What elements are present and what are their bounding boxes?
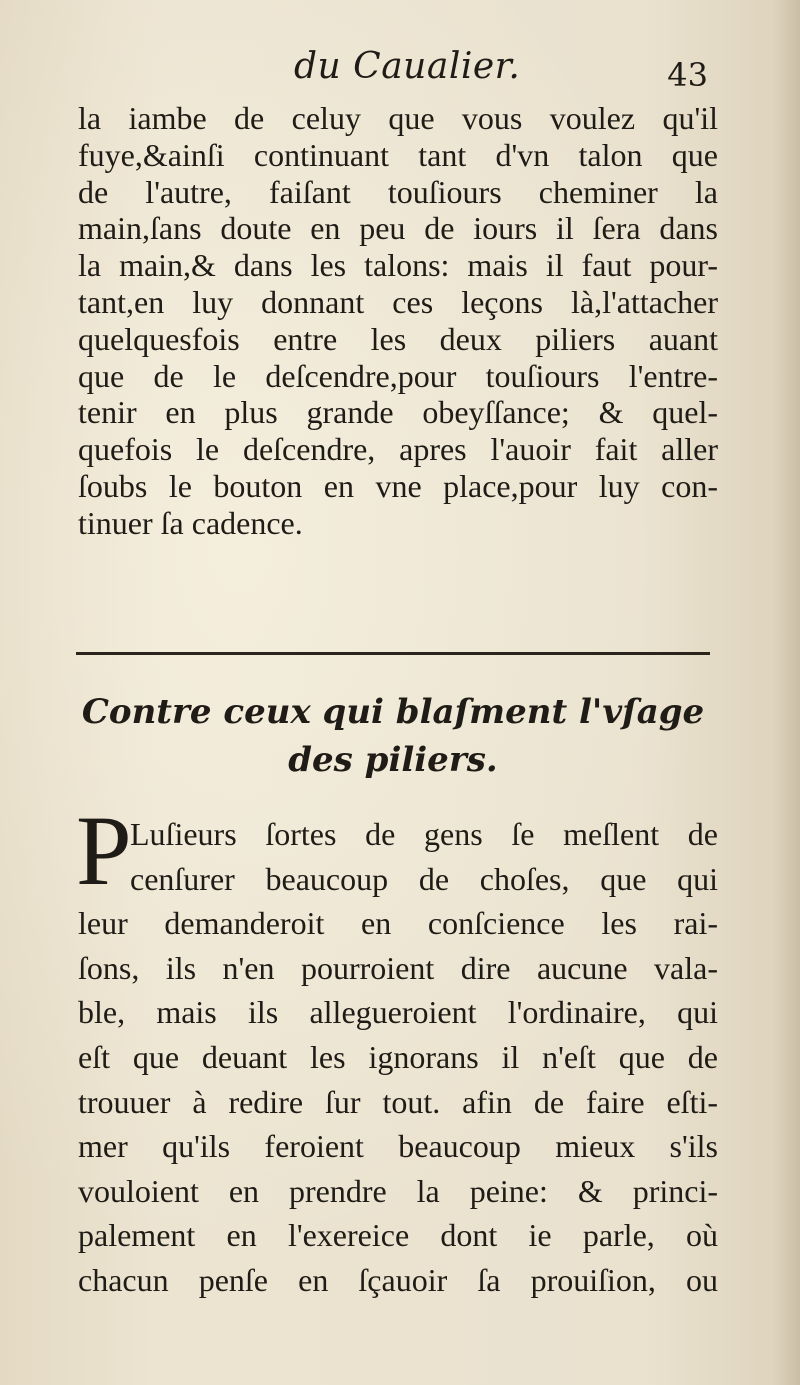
text-line: tant,en luy donnant ces leçons là,l'attacher xyxy=(78,283,718,320)
text-line: la main,& dans les talons: mais il faut pour- xyxy=(78,247,718,284)
text-line: trouuer à redire ſur tout. afin de faire eſti- xyxy=(78,1083,718,1120)
text-line: ble, mais ils allegueroient l'ordinaire, qui xyxy=(78,994,718,1031)
text-line: mer qu'ils feroient beaucoup mieux s'ils xyxy=(78,1128,718,1165)
page-number: 43 xyxy=(667,56,708,94)
section-paragraph xyxy=(78,812,718,1303)
continued-paragraph xyxy=(78,100,718,542)
text-line: quelquesfois entre les deux piliers auant xyxy=(78,320,718,357)
text-line: Luſieurs ſortes de gens ſe meſlent de xyxy=(130,816,718,852)
text-line: tenir en plus grande obeyſſance; & quel- xyxy=(78,394,718,431)
text-line: ſons, ils n'en pourroient dire aucune vala- xyxy=(78,949,718,986)
text-line: cenſurer beaucoup de choſes, que qui xyxy=(130,860,718,897)
text-line: eſt que deuant les ignorans il n'eſt que de xyxy=(78,1038,718,1075)
text-line: palement en l'exereice dont ie parle, où xyxy=(78,1217,718,1254)
drop-cap: P xyxy=(76,795,132,906)
text-line: ſoubs le bouton en vne place,pour luy con- xyxy=(78,467,718,504)
text-line: leur demanderoit en conſcience les rai- xyxy=(78,905,718,942)
text-line: main,ſans doute en peu de iours il ſera dans xyxy=(78,210,718,247)
section-heading-line: Contre ceux qui blaſment l'vſage xyxy=(81,692,705,732)
section-divider xyxy=(76,652,710,655)
running-head: du Caualier. xyxy=(294,46,521,87)
text-line: quefois le deſcendre, apres l'auoir fait aller xyxy=(78,431,718,468)
section-heading-line: des piliers. xyxy=(288,740,498,780)
text-line: fuye,&ainſi continuant tant d'vn talon que xyxy=(78,136,718,173)
text-line: la iambe de celuy que vous voulez qu'il xyxy=(78,100,718,136)
text-line: de l'autre, faiſant touſiours cheminer la xyxy=(78,173,718,210)
text-line: vouloient en prendre la peine: & princi- xyxy=(78,1172,718,1209)
text-line: que de le deſcendre,pour touſiours l'entre- xyxy=(78,357,718,394)
text-line: chacun penſe en ſçauoir ſa prouiſion, ou xyxy=(78,1261,718,1298)
text-line: tinuer ſa cadence. xyxy=(78,504,303,541)
page-gutter-shadow xyxy=(772,0,800,1385)
section-heading xyxy=(76,688,710,784)
page-header xyxy=(76,42,716,92)
